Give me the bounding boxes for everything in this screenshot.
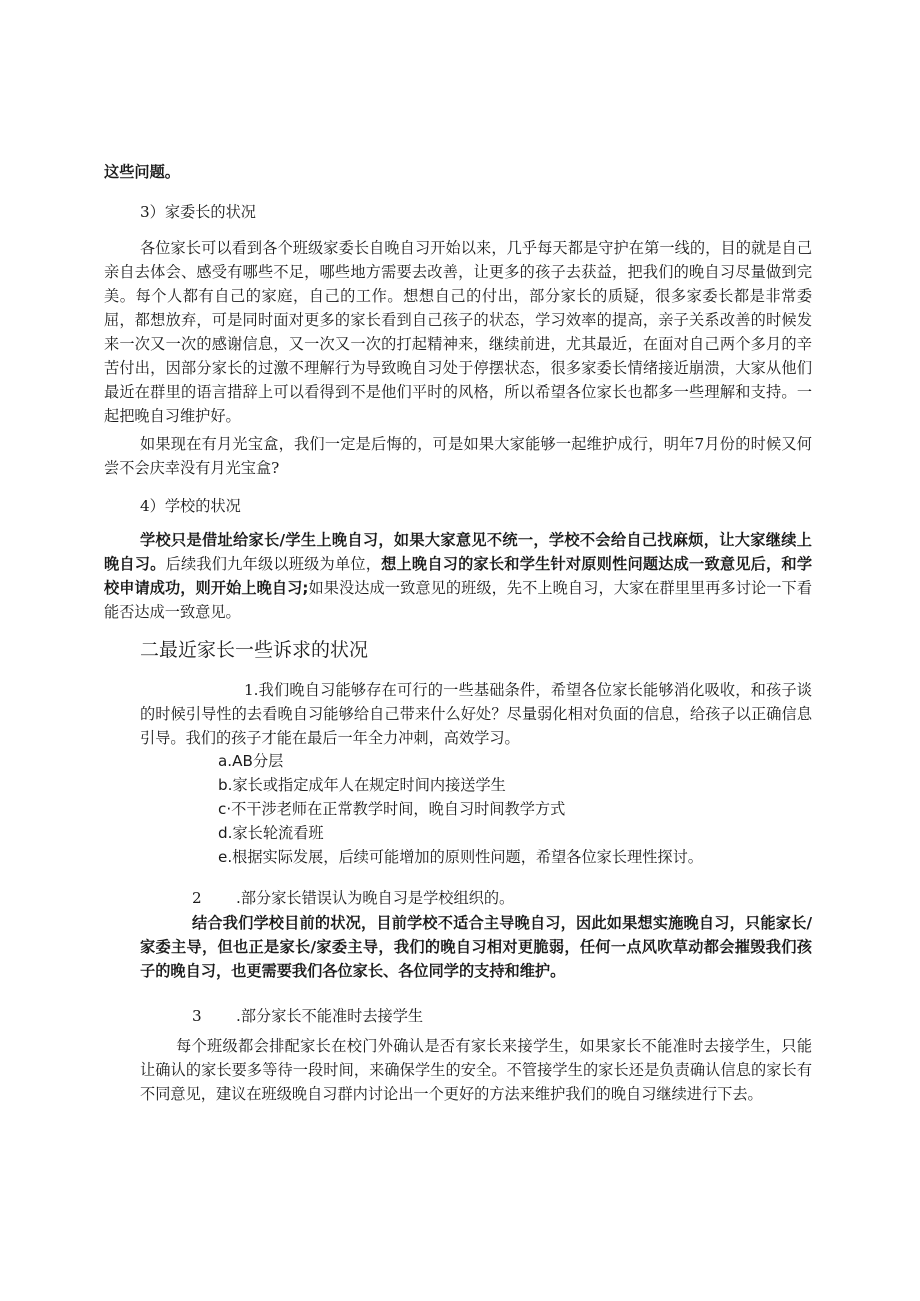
item1-number: 1	[244, 681, 254, 699]
section3-para2: 如果现在有月光宝盒，我们一定是后悔的，可是如果大家能够一起维护成行，明年7月份的时候又何尝不会庆幸没有月光宝盒?	[104, 435, 812, 477]
section4-bold-2: 想上晚自习的家长和学生针对原则性问题达成一致意见后，和学校申请成功，则开始上晚自习;	[104, 555, 813, 597]
item3-text: .部分家长不能准时去接学生	[236, 1007, 424, 1025]
part2-title: 二最近家长一些诉求的状况	[140, 639, 369, 661]
section4-bold-1: 学校只是借址给家长/学生上晚自习，如果大家意见不统一，学校不会给自己找麻烦，让大家继续上晚自习。	[104, 531, 812, 573]
item1-list-d: d.家长轮流看班	[218, 824, 324, 842]
item1-list-a: a.AB分层	[218, 752, 284, 770]
item2-text: .部分家长错误认为晚自习是学校组织的。	[236, 889, 515, 907]
item1-list-e: e.根据实际发展，后续可能增加的原则性问题，希望各位家长理性探讨。	[218, 848, 703, 866]
section4-normal-1: 后续我们九年级以班级为单位，	[165, 555, 382, 573]
section4-para	[104, 528, 812, 624]
section3-heading: 3）家委长的状况	[140, 203, 256, 221]
item3-paragraph: 每个班级都会排配家长在校门外确认是否有家长来接学生，如果家长不能准时去接学生，只能让确认的家长要多等待一段时间，来确保学生的安全。不管接学生的家长还是负责确认信息的家长有不同意见，建议在班级晚自习群内讨论出一个更好的方法来维护我们的晚自习继续进行下去。	[140, 1037, 812, 1103]
section3-para1: 各位家长可以看到各个班级家委长自晚自习开始以来，几乎每天都是守护在第一线的，目的就是自己亲自去体会、感受有哪些不足，哪些地方需要去改善，让更多的孩子去获益，把我们的晚自习尽量做到完美。每个人都有自己的家庭，自己的工作。想想自己的付出，部分家长的质疑，很多家委长都是非常委屈，都想放弃，可是同时面对更多的家长看到自己孩子的状态，学习效率的提高，亲子关系改善的时候发来一次又一次的感谢信息，又一次又一次的打起精神来，继续前进，尤其最近，在面对自己两个多月的辛苦付出，因部分家长的过激不理解行为导致晚自习处于停摆状态，很多家委长情绪接近崩溃，大家从他们最近在群里的语言措辞上可以看得到不是他们平时的风格，所以希望各位家长也都多一些理解和支持。一起把晚自习维护好。	[104, 239, 812, 425]
item1-paragraph	[140, 678, 812, 750]
item1-text: .我们晚自习能够存在可行的一些基础条件，希望各位家长能够消化吸收，和孩子谈的时候引导性的去看晚自习能够给自己带来什么好处？尽量弱化相对负面的信息，给孩子以正确信息引导。我们的孩子才能在最后一年全力冲刺，高效学习。	[140, 681, 812, 747]
item3-number: 3	[192, 1007, 202, 1025]
item2-heading	[192, 886, 812, 910]
item3-heading	[192, 1004, 812, 1028]
intro-tail: 这些问题。	[104, 163, 180, 181]
item1-list-c: c·不干涉老师在正常教学时间，晚自习时间教学方式	[218, 800, 566, 818]
item2-paragraph: 结合我们学校目前的状况，目前学校不适合主导晚自习，因此如果想实施晚自习，只能家长/家委主导，但也正是家长/家委主导，我们的晚自习相对更脆弱，任何一点风吹草动都会摧毁我们孩子的晚自习，也更需要我们各位家长、各位同学的支持和维护。	[140, 914, 812, 980]
item2-number: 2	[192, 889, 202, 907]
section4-normal-2: 如果没达成一致意见的班级，先不上晚自习，大家在群里里再多讨论一下看能否达成一致意见。	[104, 579, 813, 621]
item1-list-b: b.家长或指定成年人在规定时间内接送学生	[218, 776, 506, 794]
section4-heading: 4）学校的状况	[140, 497, 241, 515]
